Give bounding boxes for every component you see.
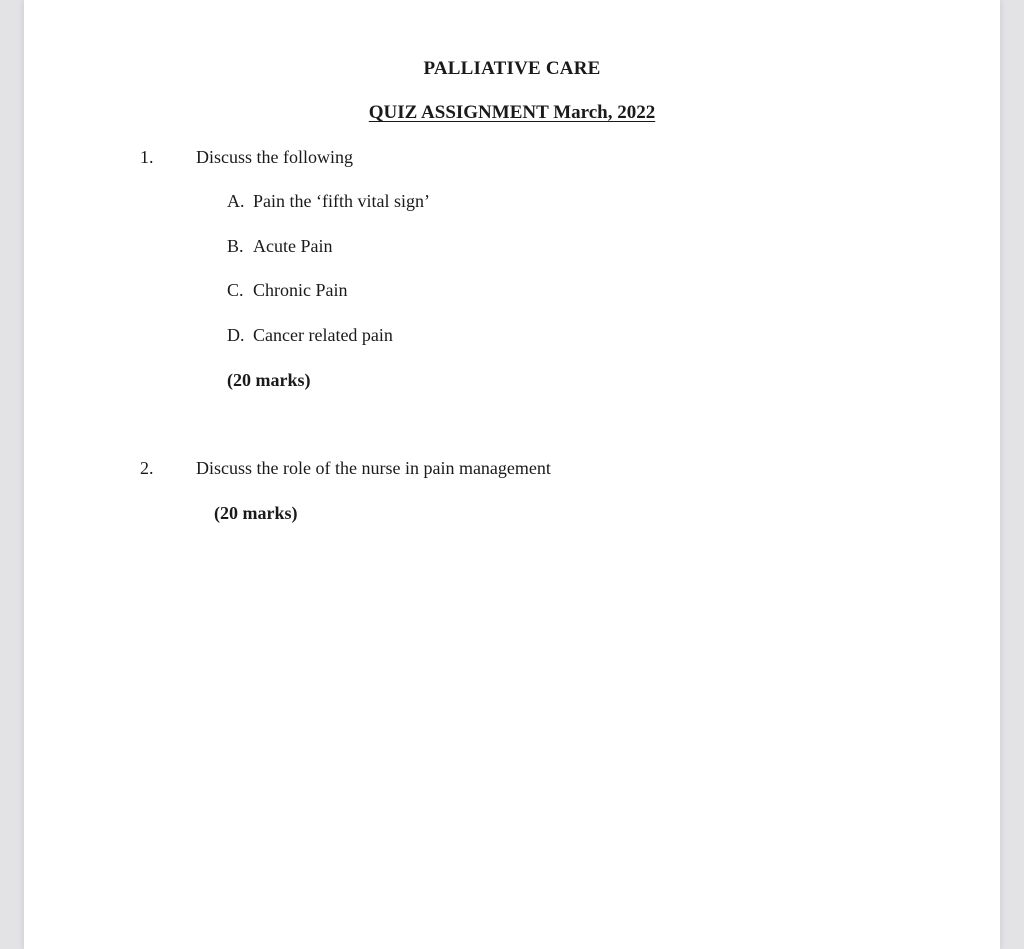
question-number: 2. bbox=[140, 458, 154, 478]
list-item-text: Chronic Pain bbox=[253, 280, 348, 300]
list-item-text: Acute Pain bbox=[253, 236, 333, 256]
list-item bbox=[227, 236, 332, 257]
document-title: PALLIATIVE CARE bbox=[423, 58, 601, 79]
document-page bbox=[24, 0, 1000, 949]
list-item bbox=[227, 280, 348, 301]
document-subtitle: QUIZ ASSIGNMENT March, 2022 bbox=[368, 102, 656, 123]
list-item bbox=[227, 191, 430, 212]
question-text: Discuss the following bbox=[196, 147, 353, 167]
list-item-text: Pain the ‘fifth vital sign’ bbox=[253, 191, 430, 211]
question-text: Discuss the role of the nurse in pain management bbox=[196, 458, 551, 478]
list-item-letter: B. bbox=[227, 236, 244, 256]
list-item-letter: D. bbox=[227, 325, 245, 345]
list-item bbox=[227, 325, 393, 346]
marks-label: (20 marks) bbox=[214, 503, 298, 523]
list-item-letter: C. bbox=[227, 280, 244, 300]
question-number: 1. bbox=[140, 147, 154, 167]
list-item-text: Cancer related pain bbox=[253, 325, 393, 345]
marks-label: (20 marks) bbox=[227, 370, 311, 390]
list-item-letter: A. bbox=[227, 191, 245, 211]
